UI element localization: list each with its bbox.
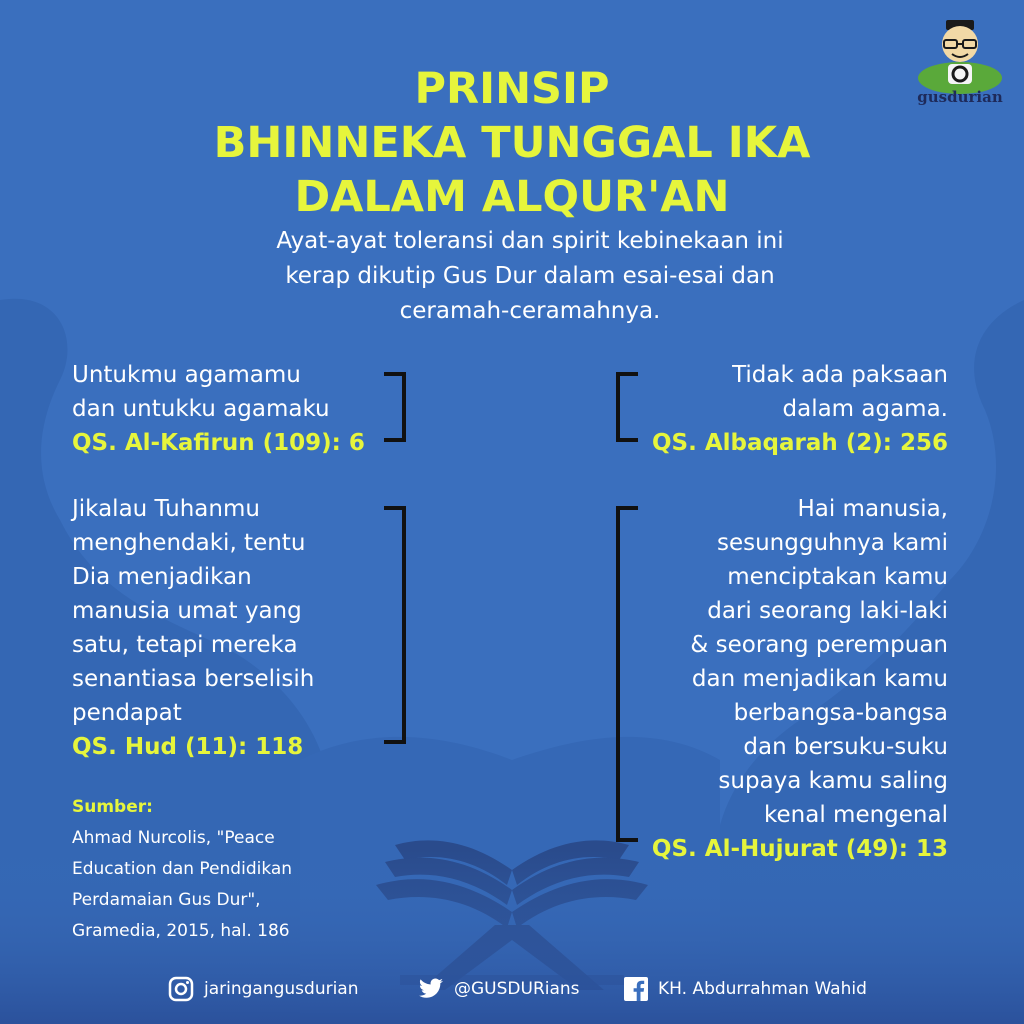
quote-reference: QS. Hud (11): 118 (72, 734, 304, 760)
quote-reference: QS. Al-Kafirun (109): 6 (72, 430, 365, 456)
twitter-icon (418, 978, 444, 1000)
source-label: Sumber: (72, 797, 153, 817)
quote-hud (72, 492, 314, 764)
quote-line: sesungguhnya kami (716, 530, 948, 556)
instagram-link[interactable] (168, 976, 359, 1002)
quote-line: dalam agama. (782, 396, 948, 422)
facebook-link[interactable] (624, 976, 867, 1002)
page-title (0, 62, 1024, 224)
source-line: Perdamaian Gus Dur", (72, 890, 261, 910)
quote-line: Dia menjadikan (72, 564, 252, 590)
quote-hujurat (652, 492, 948, 866)
quote-line: menghendaki, tentu (72, 530, 306, 556)
source-line: Ahmad Nurcolis, "Peace (72, 828, 275, 848)
close-bracket-icon (382, 372, 408, 442)
quote-line: Hai manusia, (797, 496, 948, 522)
source-line: Education dan Pendidikan (72, 859, 293, 879)
quote-albaqarah (652, 358, 948, 460)
title-line-3: DALAM ALQUR'AN (294, 172, 730, 222)
quote-line: & seorang perempuan (690, 632, 948, 658)
subtitle-line-1: Ayat-ayat toleransi dan spirit kebinekaan ini (276, 228, 784, 254)
quote-line: satu, tetapi mereka (72, 632, 298, 658)
quote-kafirun (72, 358, 365, 460)
quote-line: pendapat (72, 700, 182, 726)
source-citation (72, 792, 292, 947)
quote-line: supaya kamu saling (718, 768, 948, 794)
quote-line: kenal mengenal (764, 802, 948, 828)
quote-line: Tidak ada paksaan (732, 362, 948, 388)
title-line-2: BHINNEKA TUNGGAL IKA (213, 118, 811, 168)
quote-line: Jikalau Tuhanmu (72, 496, 260, 522)
twitter-handle: @GUSDURians (454, 979, 580, 999)
quote-line: dan menjadikan kamu (691, 666, 948, 692)
instagram-icon (168, 976, 194, 1002)
quote-line: berbangsa-bangsa (733, 700, 948, 726)
subtitle-line-3: ceramah-ceramahnya. (399, 298, 661, 324)
quote-line: senantiasa berselisih (72, 666, 315, 692)
subtitle (200, 224, 860, 329)
quote-line: menciptakan kamu (727, 564, 948, 590)
quote-line: dan bersuku-suku (743, 734, 948, 760)
quote-line: Untukmu agamamu (72, 362, 301, 388)
open-bracket-icon (614, 372, 640, 442)
twitter-link[interactable] (418, 976, 580, 1002)
quote-line: manusia umat yang (72, 598, 302, 624)
facebook-icon (624, 977, 648, 1001)
instagram-handle: jaringangusdurian (204, 979, 359, 999)
quote-line: dari seorang laki-laki (707, 598, 948, 624)
quote-reference: QS. Al-Hujurat (49): 13 (651, 836, 948, 862)
quote-line: dan untukku agamaku (72, 396, 330, 422)
open-bracket-icon (614, 506, 640, 842)
title-line-1: PRINSIP (414, 64, 610, 114)
subtitle-line-2: kerap dikutip Gus Dur dalam esai-esai dan (285, 263, 775, 289)
close-bracket-icon (382, 506, 408, 744)
quote-reference: QS. Albaqarah (2): 256 (651, 430, 948, 456)
facebook-name: KH. Abdurrahman Wahid (658, 979, 867, 999)
logo-text: gusdurian (917, 88, 1003, 106)
source-line: Gramedia, 2015, hal. 186 (72, 921, 290, 941)
